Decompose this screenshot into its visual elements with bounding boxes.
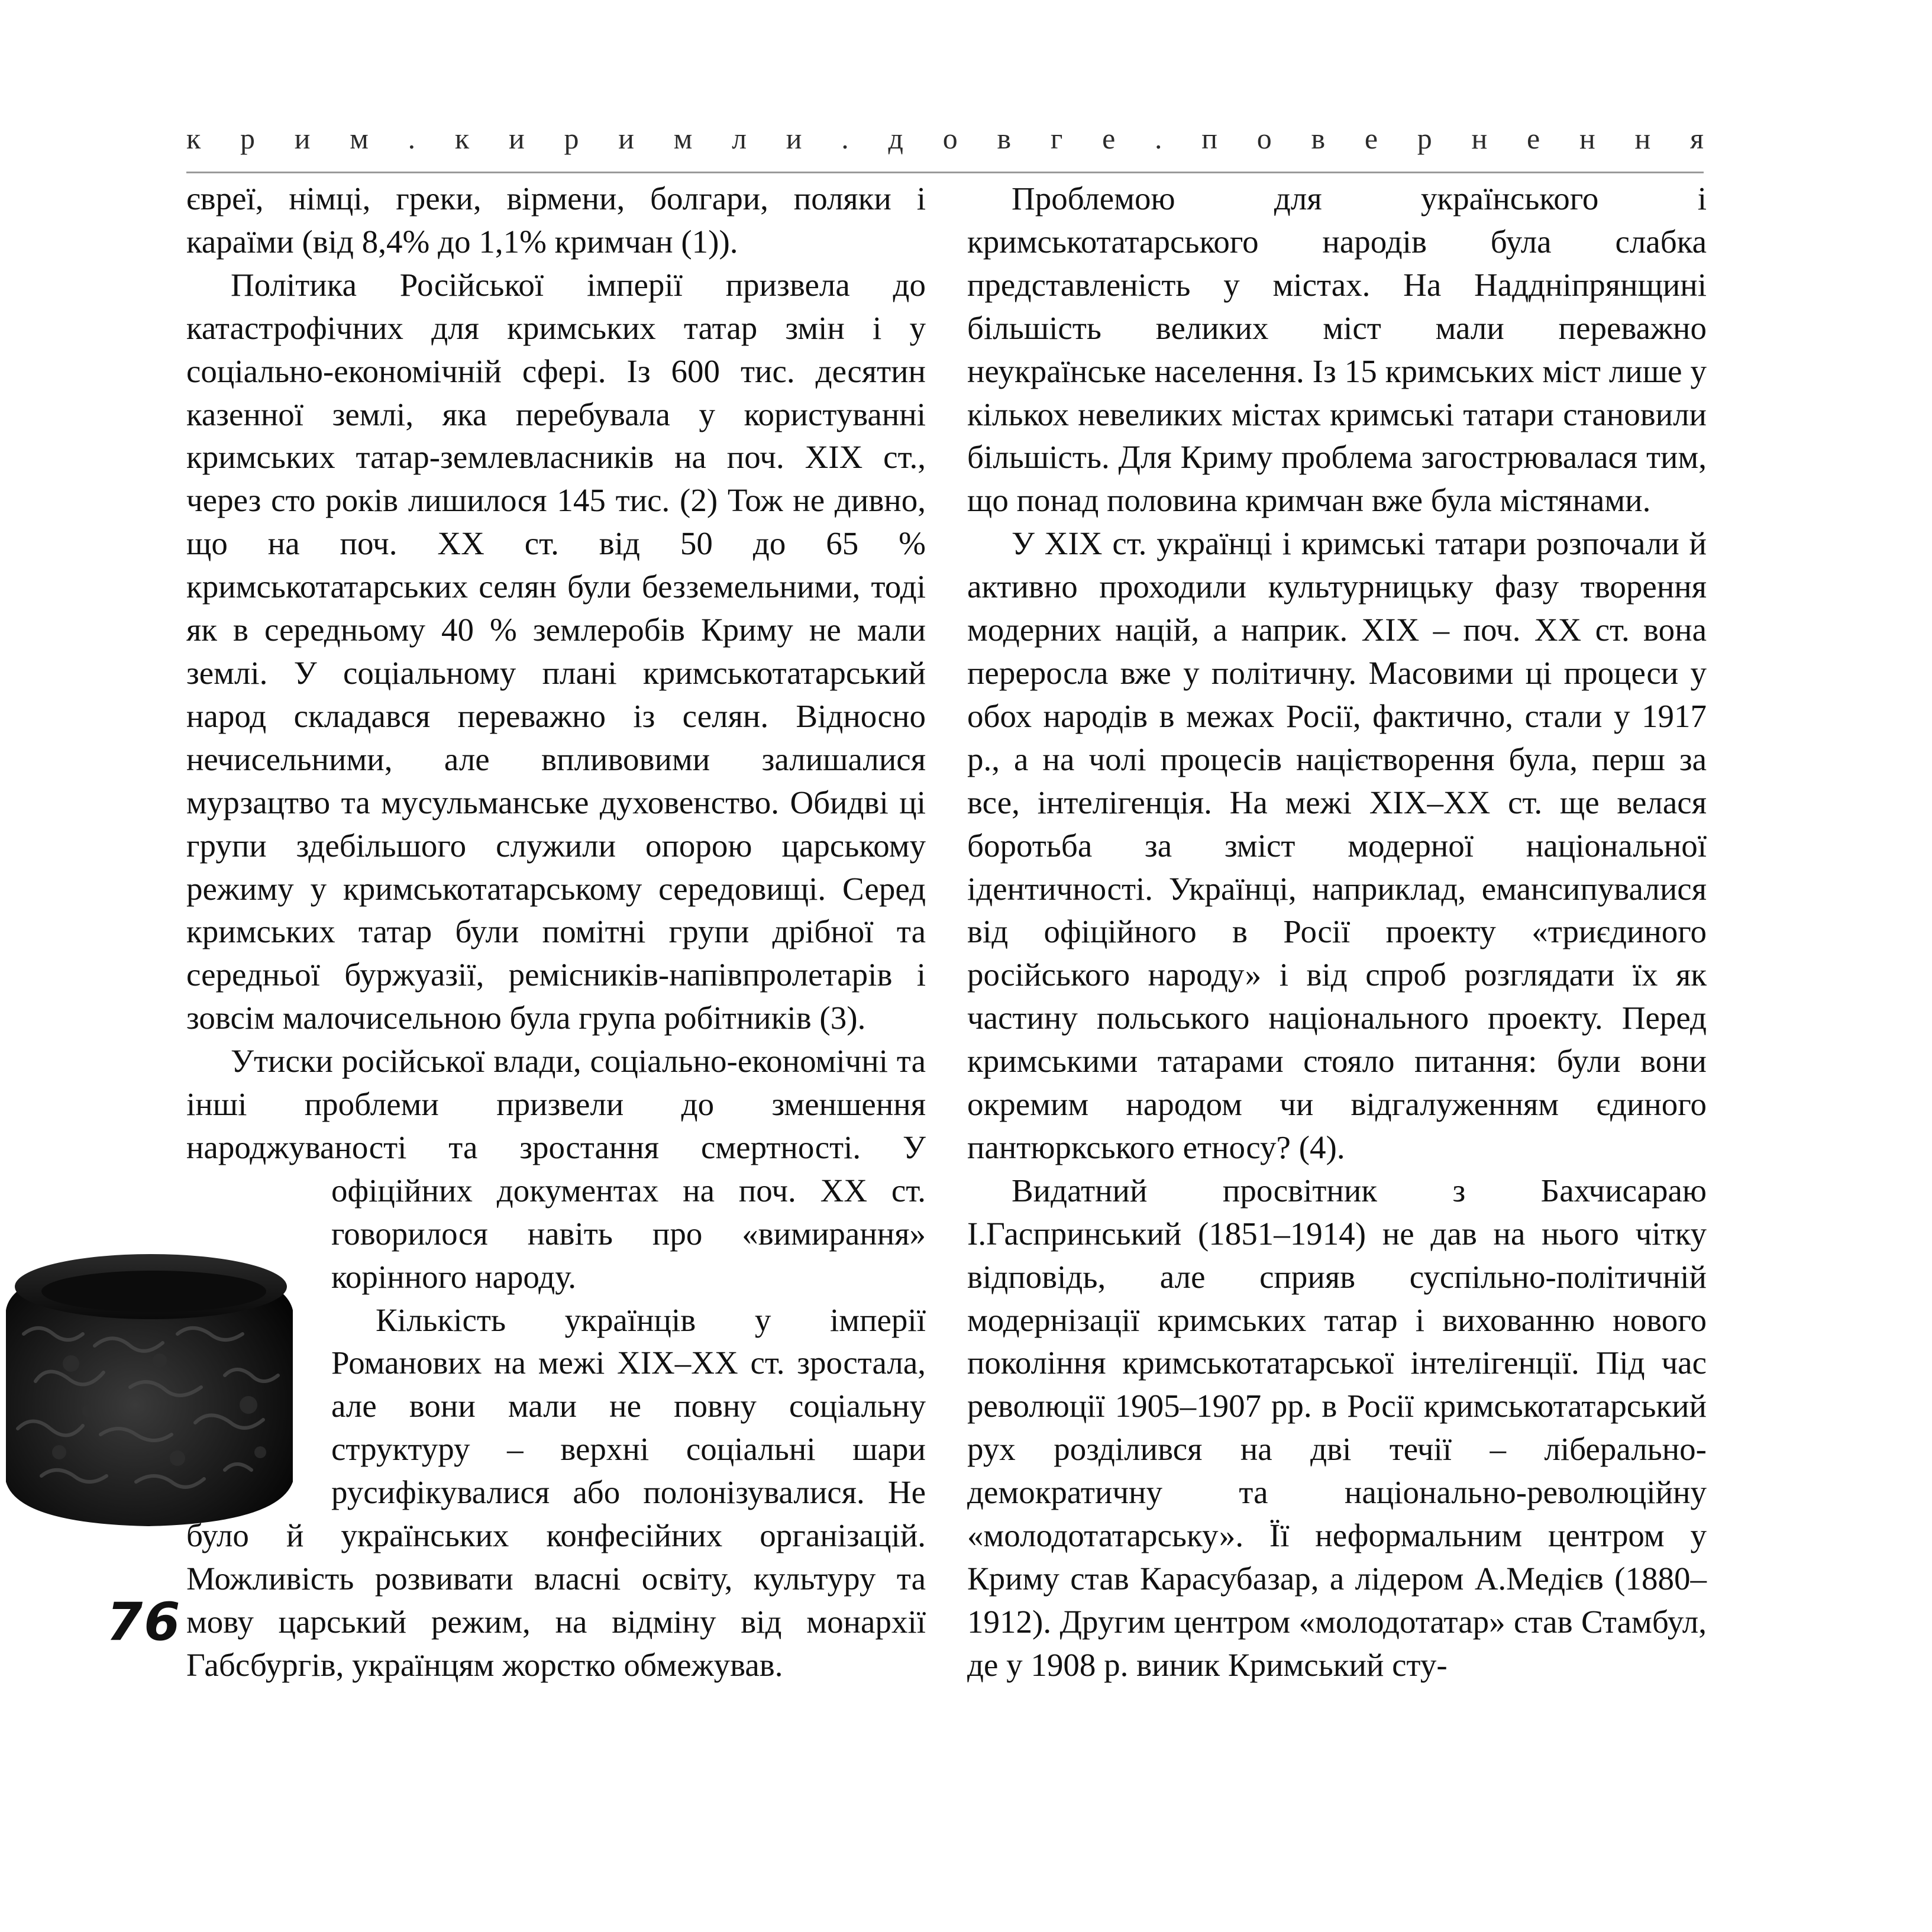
header-rule	[186, 172, 1704, 173]
astrakhan-fur-hat-icon	[0, 1245, 299, 1529]
paragraph: Утиски російської влади, соціально-економічні та інші проблеми призвели до зменшення народжуваності та зростання смертності. У офіційних документах на поч. XX ст. говорилося навіть про «вимирання» корінного народу.	[186, 1043, 926, 1295]
right-column	[967, 177, 1707, 1687]
running-head: к р и м . к и р и м л и . д о в г е . п о в е р н е н н я	[186, 122, 1704, 155]
paragraph: Видатний просвітник з Бахчисараю І.Гаспринський (1851–1914) не дав на нього чітку відповідь, але сприяв суспільно-політичній модернізації кримських татар і вихованню нового покоління кримськотатарської інтелігенції. Під час революції 1905–1907 рр. в Росії кримськотатарський рух розділився на дві течії – ліберально-демократичну та національно-революційну «молодотатарську». Її неформальним центром у Криму став Карасубазар, а лідером А.Медієв (1880–1912). Другим центром «молодотатар» став Стамбул, де у 1908 р. виник Кримський сту-	[967, 1172, 1707, 1683]
paragraph: У XIX ст. українці і кримські татари розпочали й активно проходили культурницьку фазу творення модерних націй, а наприк. XIX – поч. XX ст. вона переросла вже у політичну. Масовими ці процеси у обох народів в межах Росії, фактично, стали у 1917 р., а на чолі процесів націєтворення була, перш за все, інтелігенція. На межі XIX–XX ст. ще велася боротьба за зміст модерної національної ідентичності. Українці, наприклад, емансипувалися від офіційного в Росії проекту «триєдиного російського народу» і від спроб розглядати їх як частину польського національного проекту. Перед кримськими татарами стояло питання: були вони окремим народом чи відгалуженням єдиного пантюркського етносу? (4).	[967, 525, 1707, 1165]
paragraph: євреї, німці, греки, вірмени, болгари, поляки і караїми (від 8,4% до 1,1% кримчан (1)).	[186, 180, 926, 260]
paragraph: Кількість українців у імперії Романових на межі XIX–XX ст. зростала, але вони мали не повну соціальну структуру – верхні соціальні шари русифікувалися або полонізувалися. Не було й українських конфесійних організацій. Можливість розвивати власні освіту, культуру та мову царський режим, на відміну від монархії Габсбургів, українцям жорстко обмежував.	[186, 1301, 926, 1683]
paragraph: Проблемою для українського і кримськотатарського народів була слабка представленість у містах. На Наддніпрянщині більшість великих міст мали переважно неукраїнське населення. Із 15 кримських міст лише у кількох невеликих містах кримські татари становили більшість. Для Криму проблема загострювалася тим, що понад половина кримчан вже була містянами.	[967, 180, 1707, 519]
page-number: 76	[106, 1591, 182, 1652]
paragraph: Політика Російської імперії призвела до катастрофічних для кримських татар змін і у соціально-економічній сфері. Із 600 тис. десятин казенної землі, яка перебувала у користуванні кримських татар-землевласників на поч. XIX ст., через сто років лишилося 145 тис. (2) Тож не дивно, що на поч. XX ст. від 50 до 65 % кримськотатарських селян були безземельними, тоді як в середньому 40 % землеробів Криму не мали землі. У соціальному плані кримськотатарський народ складався переважно із селян. Відносно нечисельними, але впливовими залишалися мурзацтво та мусульманське духовенство. Обидві ці групи здебільшого служили опорою царському режиму у кримськотатарському середовищі. Серед кримських татар були помітні групи дрібної та середньої буржуазії, ремісників-напівпролетарів і зовсім малочисельною була група робітників (3).	[186, 266, 926, 1036]
